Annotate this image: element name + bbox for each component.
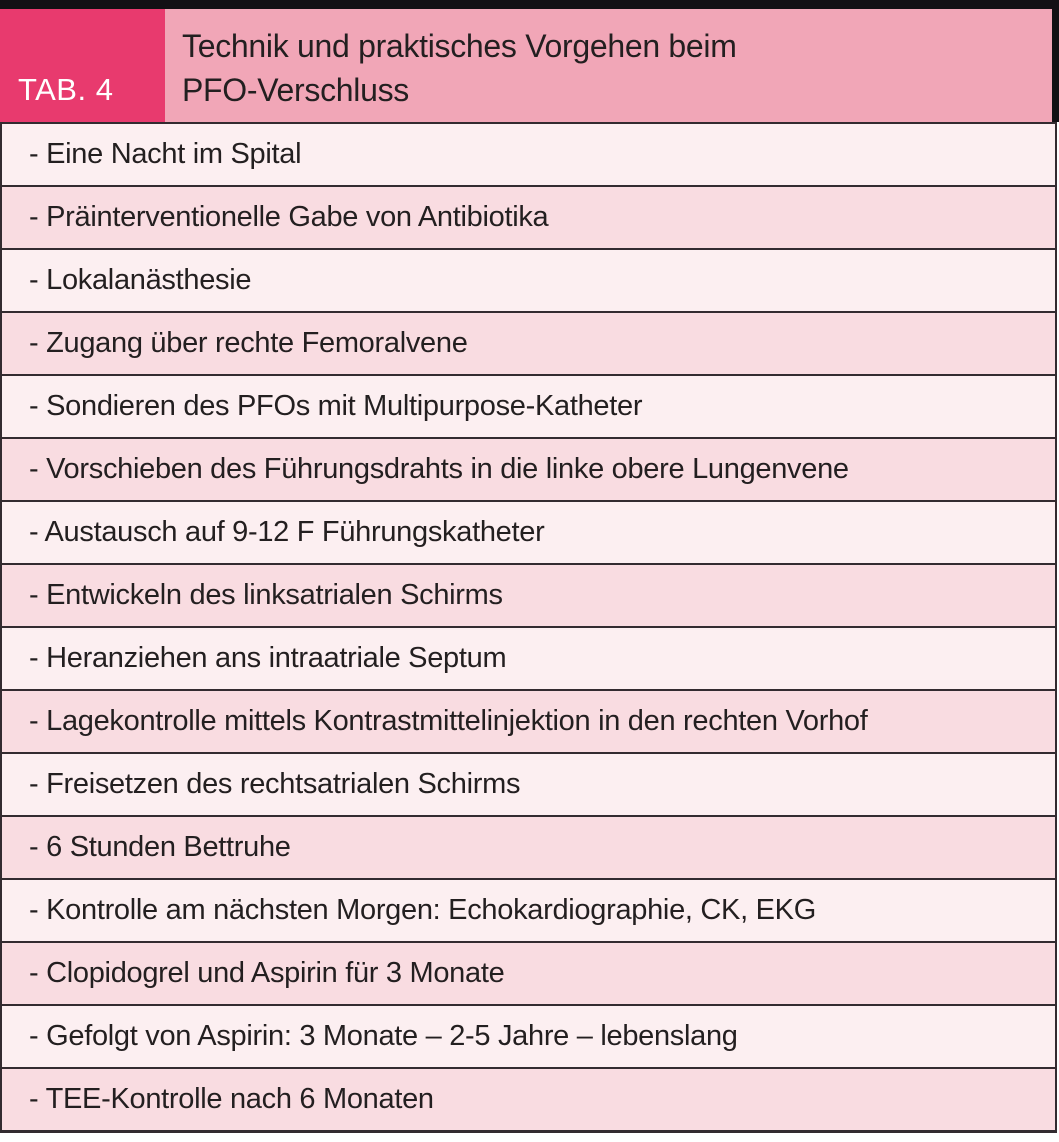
table-row: - Sondieren des PFOs mit Multipurpose-Katheter xyxy=(2,376,1055,439)
table-body xyxy=(0,122,1057,1133)
table-row: - Vorschieben des Führungsdrahts in die linke obere Lungenvene xyxy=(2,439,1055,502)
table-row: - 6 Stunden Bettruhe xyxy=(2,817,1055,880)
table-header xyxy=(0,0,1059,122)
table-title-line1: Technik und praktisches Vorgehen beim xyxy=(182,28,737,64)
table-row: - Clopidogrel und Aspirin für 3 Monate xyxy=(2,943,1055,1006)
table-row: - Zugang über rechte Femoralvene xyxy=(2,313,1055,376)
table-row: - Kontrolle am nächsten Morgen: Echokardiographie, CK, EKG xyxy=(2,880,1055,943)
table-row: - Gefolgt von Aspirin: 3 Monate – 2-5 Jahre – lebenslang xyxy=(2,1006,1055,1069)
table-row: - Präinterventionelle Gabe von Antibiotika xyxy=(2,187,1055,250)
table-row: - Lagekontrolle mittels Kontrastmittelinjektion in den rechten Vorhof xyxy=(2,691,1055,754)
table-row: - Austausch auf 9-12 F Führungskatheter xyxy=(2,502,1055,565)
table-title xyxy=(165,9,1052,122)
table-row: - TEE-Kontrolle nach 6 Monaten xyxy=(2,1069,1055,1130)
table-title-line2: PFO-Verschluss xyxy=(182,72,409,108)
table-row: - Lokalanästhesie xyxy=(2,250,1055,313)
table-row: - Freisetzen des rechtsatrialen Schirms xyxy=(2,754,1055,817)
table-number-label: TAB. 4 xyxy=(18,72,114,107)
table-row: - Heranziehen ans intraatriale Septum xyxy=(2,628,1055,691)
table-row: - Entwickeln des linksatrialen Schirms xyxy=(2,565,1055,628)
table-number-badge xyxy=(0,9,165,122)
table-row: - Eine Nacht im Spital xyxy=(2,124,1055,187)
